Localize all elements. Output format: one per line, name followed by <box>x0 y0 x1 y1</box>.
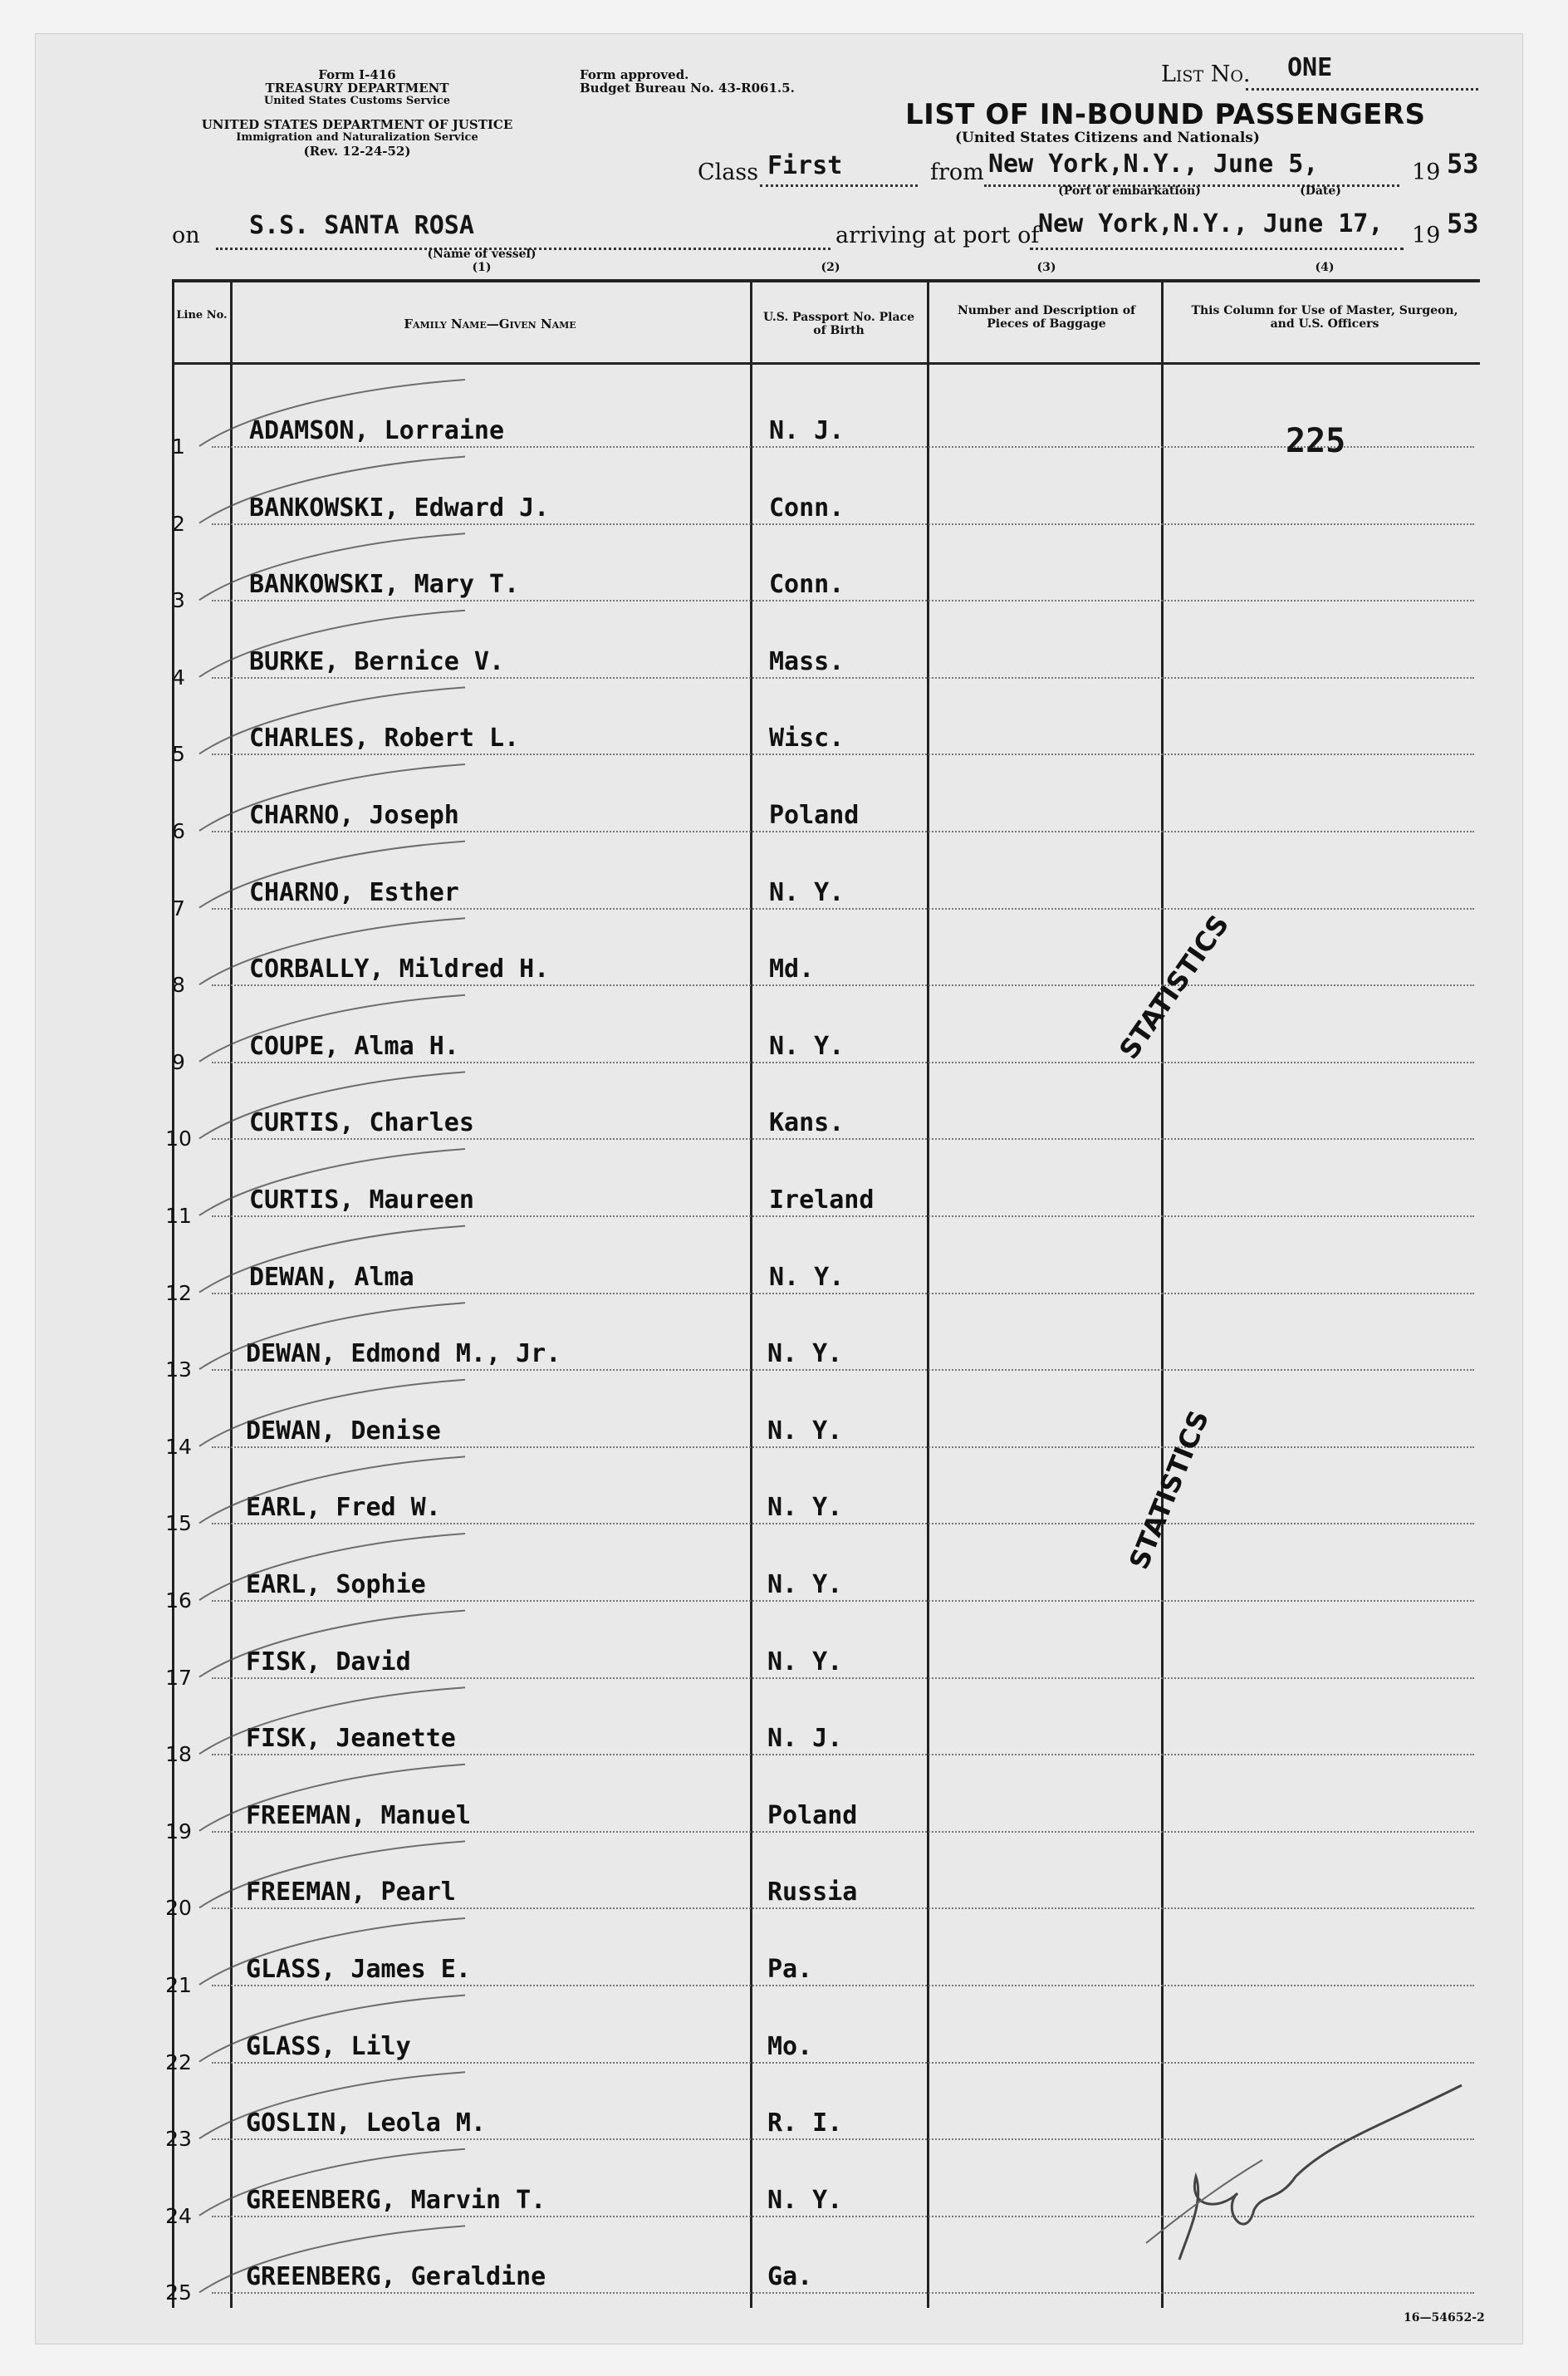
arriving-year-value: 53 <box>1447 208 1479 239</box>
row-dotted-line <box>212 1907 1474 1909</box>
row-dotted-line <box>212 1985 1474 1986</box>
line-number: 11 <box>165 1204 192 1228</box>
line-number: 1 <box>172 434 185 459</box>
place-of-birth: N. Y. <box>767 1339 843 1369</box>
table-header-bottom <box>172 362 1480 365</box>
page-subtitle: (United States Citizens and Nationals) <box>955 130 1260 146</box>
line-number: 15 <box>165 1511 192 1536</box>
place-of-birth: Russia <box>767 1878 858 1907</box>
line-number: 8 <box>172 973 185 998</box>
passenger-name: CURTIS, Maureen <box>249 1186 474 1215</box>
col-divider-baggage <box>927 281 929 2308</box>
passenger-name: EARL, Fred W. <box>246 1493 441 1523</box>
place-of-birth: N. J. <box>769 416 845 445</box>
row-dotted-line <box>212 2216 1474 2217</box>
place-of-birth: Ireland <box>769 1186 875 1215</box>
row-dotted-line <box>212 1600 1474 1602</box>
passenger-name: CURTIS, Charles <box>249 1108 474 1138</box>
passenger-name: DEWAN, Alma <box>249 1262 414 1292</box>
place-of-birth: Mass. <box>769 646 845 676</box>
line-number: 12 <box>165 1280 192 1305</box>
row-dotted-line <box>212 1215 1474 1217</box>
arriving-line <box>1030 248 1404 250</box>
passenger-name: FISK, David <box>246 1647 411 1676</box>
from-label: from <box>930 160 984 185</box>
class-line <box>760 184 918 187</box>
row-dotted-line <box>212 1831 1474 1833</box>
col3-caption: (3) <box>1036 261 1056 274</box>
row-dotted-line <box>212 677 1474 679</box>
date-caption: (Date) <box>1300 184 1341 198</box>
line-number: 9 <box>172 1049 185 1074</box>
row-dotted-line <box>212 984 1474 986</box>
line-number: 6 <box>172 819 185 843</box>
line-number: 25 <box>165 2280 192 2305</box>
line-number: 3 <box>172 588 185 613</box>
form-budget: Budget Bureau No. 43-R061.5. <box>580 81 795 96</box>
place-of-birth: N. J. <box>767 1724 843 1754</box>
row-dotted-line <box>212 2138 1474 2140</box>
col1-caption: (1) <box>472 261 492 274</box>
line-number: 13 <box>165 1357 192 1382</box>
col-divider-passport <box>750 281 752 2308</box>
line-number: 22 <box>165 2050 192 2074</box>
line-number: 23 <box>165 2127 192 2152</box>
passenger-name: DEWAN, Edmond M., Jr. <box>246 1339 561 1369</box>
officer-number: 225 <box>1286 422 1346 460</box>
passenger-name: FISK, Jeanette <box>246 1724 456 1754</box>
passenger-name: BANKOWSKI, Edward J. <box>249 493 550 523</box>
passenger-name: BURKE, Bernice V. <box>249 646 505 676</box>
arriving-year-prefix: 19 <box>1412 223 1441 248</box>
row-dotted-line <box>212 1293 1474 1294</box>
page-title: LIST OF IN-BOUND PASSENGERS <box>905 98 1426 131</box>
line-number: 5 <box>172 742 185 767</box>
form-service: United States Customs Service <box>263 95 451 107</box>
header-line-no: Line No. <box>176 309 228 322</box>
line-number: 21 <box>165 1973 192 1997</box>
row-dotted-line <box>212 1677 1474 1679</box>
row-dotted-line <box>212 446 1474 448</box>
class-label: Class <box>698 160 759 185</box>
row-dotted-line <box>212 2062 1474 2064</box>
place-of-birth: N. Y. <box>769 877 845 907</box>
place-of-birth: N. Y. <box>769 1262 845 1292</box>
arriving-label: arriving at port of <box>835 223 1040 248</box>
passenger-name: CHARNO, Joseph <box>249 801 459 830</box>
row-dotted-line <box>212 831 1474 832</box>
header-name: Family Name—Given Name <box>404 317 576 331</box>
passenger-name: CHARNO, Esther <box>249 877 459 907</box>
from-year-prefix: 19 <box>1412 160 1441 185</box>
line-number: 2 <box>172 511 185 536</box>
passenger-name: EARL, Sophie <box>246 1570 426 1599</box>
passenger-name: GLASS, James E. <box>246 1955 471 1984</box>
statistics-stamp: STATISTICS <box>1113 909 1236 1065</box>
statistics-stamp: STATISTICS <box>1123 1406 1216 1574</box>
on-label: on <box>172 223 200 248</box>
place-of-birth: Wisc. <box>769 724 845 754</box>
from-year-value: 53 <box>1447 148 1479 179</box>
place-of-birth: R. I. <box>767 2108 843 2138</box>
form-number: Form I-416 <box>318 67 396 82</box>
col-divider-line <box>230 281 233 2308</box>
form-approved: Form approved. <box>580 67 689 82</box>
row-dotted-line <box>212 1754 1474 1755</box>
row-dotted-line <box>212 754 1474 755</box>
passenger-name: GREENBERG, Geraldine <box>246 2262 546 2292</box>
row-dotted-line <box>212 600 1474 601</box>
line-number: 18 <box>165 1742 192 1767</box>
line-number: 20 <box>165 1896 192 1921</box>
footer-code: 16—54652-2 <box>1404 2311 1485 2324</box>
table-top-border <box>172 279 1480 282</box>
passenger-name: COUPE, Alma H. <box>249 1031 459 1061</box>
place-of-birth: N. Y. <box>767 1416 843 1446</box>
arriving-value: New York,N.Y., June 17, <box>1038 209 1384 238</box>
line-number: 14 <box>165 1434 192 1459</box>
passenger-name: ADAMSON, Lorraine <box>249 416 505 445</box>
place-of-birth: N. Y. <box>767 2185 843 2215</box>
place-of-birth: N. Y. <box>767 1493 843 1523</box>
passenger-name: GREENBERG, Marvin T. <box>246 2185 546 2215</box>
place-of-birth: N. Y. <box>767 1570 843 1599</box>
form-ins: Immigration and Naturalization Service <box>236 131 478 144</box>
row-dotted-line <box>212 908 1474 910</box>
port-caption: (Port of embarkation) <box>1058 184 1201 198</box>
line-number: 17 <box>165 1665 192 1690</box>
place-of-birth: Mo. <box>767 2031 813 2061</box>
row-dotted-line <box>212 523 1474 525</box>
list-no-label: List No. <box>1161 61 1251 87</box>
col-divider-officers <box>1161 281 1164 2308</box>
class-value: First <box>767 151 843 180</box>
place-of-birth: Md. <box>769 955 815 984</box>
col2-caption: (2) <box>821 261 840 274</box>
form-justice: UNITED STATES DEPARTMENT OF JUSTICE <box>201 117 513 132</box>
list-no-value: ONE <box>1287 53 1333 82</box>
line-number: 19 <box>165 1819 192 1843</box>
place-of-birth: N. Y. <box>769 1031 845 1061</box>
header-baggage: Number and Description of Pieces of Baggage <box>957 304 1136 331</box>
passenger-name: FREEMAN, Pearl <box>246 1878 456 1907</box>
col4-caption: (4) <box>1315 261 1335 274</box>
passenger-name: GLASS, Lily <box>246 2031 411 2061</box>
passenger-name: FREEMAN, Manuel <box>246 1800 471 1830</box>
row-dotted-line <box>212 1523 1474 1524</box>
place-of-birth: Poland <box>769 801 860 830</box>
form-dept: TREASURY DEPARTMENT <box>265 81 449 96</box>
place-of-birth: N. Y. <box>767 1647 843 1676</box>
passenger-name: GOSLIN, Leola M. <box>246 2108 486 2138</box>
place-of-birth: Pa. <box>767 1955 813 1984</box>
place-of-birth: Conn. <box>769 570 845 600</box>
form-rev: (Rev. 12-24-52) <box>303 144 411 159</box>
header-officers: This Column for Use of Master, Surgeon, and U.S. Officers <box>1191 304 1458 331</box>
line-number: 10 <box>165 1127 192 1151</box>
row-dotted-line <box>212 1062 1474 1063</box>
line-number: 16 <box>165 1588 192 1613</box>
place-of-birth: Kans. <box>769 1108 845 1138</box>
row-dotted-line <box>212 1369 1474 1371</box>
passenger-name: BANKOWSKI, Mary T. <box>249 570 520 600</box>
line-number: 4 <box>172 665 185 690</box>
passenger-name: CHARLES, Robert L. <box>249 724 520 754</box>
place-of-birth: Conn. <box>769 493 845 523</box>
from-value: New York,N.Y., June 5, <box>988 150 1319 179</box>
row-dotted-line <box>212 1138 1474 1140</box>
header-passport: U.S. Passport No. Place of Birth <box>763 311 914 337</box>
row-dotted-line <box>212 2292 1474 2294</box>
place-of-birth: Poland <box>767 1800 858 1830</box>
place-of-birth: Ga. <box>767 2262 813 2292</box>
line-number: 24 <box>165 2203 192 2228</box>
row-dotted-line <box>212 1446 1474 1448</box>
passenger-name: DEWAN, Denise <box>246 1416 441 1446</box>
passenger-name: CORBALLY, Mildred H. <box>249 955 550 984</box>
line-number: 7 <box>172 896 185 920</box>
list-no-line <box>1246 88 1478 91</box>
vessel-value: S.S. SANTA ROSA <box>249 211 474 240</box>
vessel-caption: (Name of vessel) <box>427 248 537 261</box>
